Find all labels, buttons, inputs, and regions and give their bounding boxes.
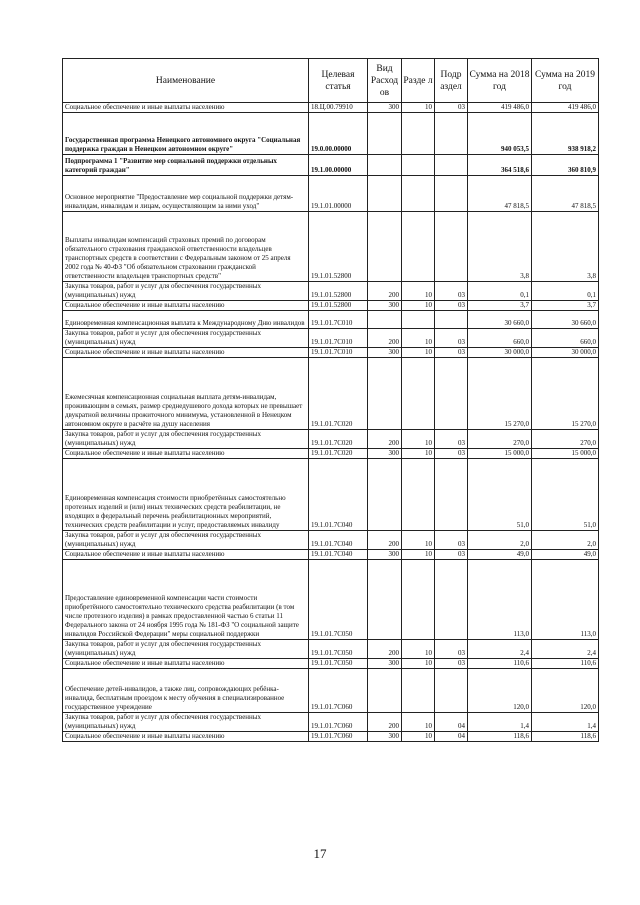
row-sum-2019-cell: 419 486,0 xyxy=(532,103,599,113)
row-razdel-cell xyxy=(402,176,435,212)
table-row xyxy=(63,659,599,669)
row-sum-2018-cell: 15 270,0 xyxy=(468,358,532,430)
row-sum-2019-cell: 30 660,0 xyxy=(532,311,599,329)
row-sum-2019-cell: 938 918,2 xyxy=(532,113,599,155)
row-vid-cell: 300 xyxy=(368,301,402,311)
row-name-cell: Выплаты инвалидам компенсаций страховых премий по договорам обязательного страхования гражданской ответственности владельцев транспортных средств в соответствии с Федеральным законом от 25 апреля 2002 года № 40-ФЗ "Об обязательном страховании гражданской ответственности владельцев транспортных средств" xyxy=(63,212,309,282)
row-name-cell: Социальное обеспечение и иные выплаты населению xyxy=(63,659,309,669)
header-name: Наименование xyxy=(63,59,309,103)
row-podrazdel-cell: 03 xyxy=(435,301,468,311)
row-razdel-cell: 10 xyxy=(402,301,435,311)
table-row xyxy=(63,155,599,176)
row-vid-cell xyxy=(368,311,402,329)
row-sum-2019-cell: 49,0 xyxy=(532,550,599,560)
row-code-cell: 19.1.01.00000 xyxy=(309,176,368,212)
row-sum-2018-cell: 15 000,0 xyxy=(468,449,532,459)
page-number: 17 xyxy=(313,846,327,861)
row-razdel-cell: 10 xyxy=(402,329,435,348)
row-sum-2018-cell: 0,1 xyxy=(468,282,532,301)
row-sum-2019-cell: 360 810,9 xyxy=(532,155,599,176)
row-sum-2019-cell: 270,0 xyxy=(532,430,599,449)
row-name-cell: Предоставление единовременной компенсации части стоимости приобретённого самостоятельно технического средства реабилитации (в том числе протезного изделия) в рамках предоставленной частью 6 статьи 11 Федерального закона от 24 ноября 1995 года № 181-ФЗ "О социальной защите инвалидов Российской Федерации" меры социальной поддержки xyxy=(63,560,309,640)
row-vid-cell: 200 xyxy=(368,329,402,348)
row-name-cell: Закупка товаров, работ и услуг для обеспечения государственных (муниципальных) нужд xyxy=(63,329,309,348)
row-code-cell: 19.1.01.7С020 xyxy=(309,430,368,449)
row-razdel-cell: 10 xyxy=(402,282,435,301)
row-razdel-cell xyxy=(402,358,435,430)
row-vid-cell: 200 xyxy=(368,430,402,449)
row-code-cell: 19.1.01.7С050 xyxy=(309,659,368,669)
row-sum-2018-cell: 49,0 xyxy=(468,550,532,560)
row-name-cell: Основное мероприятие "Предоставление мер социальной поддержки детям-инвалидам, инвалидам и лицам, осуществляющим за ними уход" xyxy=(63,176,309,212)
row-sum-2019-cell: 15 000,0 xyxy=(532,449,599,459)
row-razdel-cell: 10 xyxy=(402,348,435,358)
row-code-cell: 19.1.01.52800 xyxy=(309,301,368,311)
table-body xyxy=(63,103,599,742)
row-vid-cell xyxy=(368,560,402,640)
row-sum-2018-cell: 660,0 xyxy=(468,329,532,348)
row-sum-2019-cell: 2,0 xyxy=(532,531,599,550)
row-razdel-cell xyxy=(402,113,435,155)
row-code-cell: 19.1.01.7С020 xyxy=(309,449,368,459)
table-row xyxy=(63,430,599,449)
header-code: Целевая статья xyxy=(309,59,368,103)
row-vid-cell xyxy=(368,459,402,531)
header-vid: Вид Расход ов xyxy=(368,59,402,103)
header-razdel: Разде л xyxy=(402,59,435,103)
row-sum-2019-cell: 47 818,5 xyxy=(532,176,599,212)
row-razdel-cell xyxy=(402,155,435,176)
table-row xyxy=(63,550,599,560)
row-podrazdel-cell: 03 xyxy=(435,531,468,550)
row-podrazdel-cell xyxy=(435,311,468,329)
table-row xyxy=(63,449,599,459)
row-sum-2019-cell: 15 270,0 xyxy=(532,358,599,430)
table-row xyxy=(63,669,599,713)
row-sum-2019-cell: 120,0 xyxy=(532,669,599,713)
row-podrazdel-cell: 04 xyxy=(435,732,468,742)
row-sum-2018-cell: 2,4 xyxy=(468,640,532,659)
row-code-cell: 19.1.01.7С040 xyxy=(309,459,368,531)
row-name-cell: Социальное обеспечение и иные выплаты населению xyxy=(63,550,309,560)
header-sum-2019: Сумма на 2019 год xyxy=(532,59,599,103)
row-sum-2018-cell: 113,0 xyxy=(468,560,532,640)
row-code-cell: 19.1.01.7С020 xyxy=(309,358,368,430)
row-sum-2018-cell: 118,6 xyxy=(468,732,532,742)
row-podrazdel-cell xyxy=(435,212,468,282)
row-razdel-cell: 10 xyxy=(402,550,435,560)
row-podrazdel-cell xyxy=(435,113,468,155)
row-sum-2018-cell: 2,0 xyxy=(468,531,532,550)
row-code-cell: 19.1.01.7С040 xyxy=(309,550,368,560)
row-podrazdel-cell: 03 xyxy=(435,348,468,358)
row-sum-2018-cell: 30 660,0 xyxy=(468,311,532,329)
table-row xyxy=(63,113,599,155)
table-header-row xyxy=(63,59,599,103)
row-sum-2018-cell: 270,0 xyxy=(468,430,532,449)
row-podrazdel-cell xyxy=(435,155,468,176)
row-razdel-cell xyxy=(402,459,435,531)
row-name-cell: Государственная программа Ненецкого автономного округа "Социальная поддержка граждан в Ненецком автономном округе" xyxy=(63,113,309,155)
row-name-cell: Социальное обеспечение и иные выплаты населению xyxy=(63,301,309,311)
table-row xyxy=(63,311,599,329)
row-sum-2019-cell: 3,7 xyxy=(532,301,599,311)
row-sum-2019-cell: 118,6 xyxy=(532,732,599,742)
row-code-cell: 19.0.00.00000 xyxy=(309,113,368,155)
row-name-cell: Закупка товаров, работ и услуг для обеспечения государственных (муниципальных) нужд xyxy=(63,430,309,449)
row-vid-cell: 200 xyxy=(368,282,402,301)
row-sum-2018-cell: 30 000,0 xyxy=(468,348,532,358)
row-sum-2018-cell: 364 518,6 xyxy=(468,155,532,176)
row-sum-2018-cell: 940 053,5 xyxy=(468,113,532,155)
row-vid-cell: 200 xyxy=(368,713,402,732)
row-name-cell: Ежемесячная компенсационная социальная выплата детям-инвалидам, проживающим в семьях, размер среднедушевого дохода которых не превышает двукратной величины прожиточного минимума, установленной в Ненецком автономном округе в расчёте на душу населения xyxy=(63,358,309,430)
row-code-cell: 19.1.01.7С060 xyxy=(309,669,368,713)
row-podrazdel-cell xyxy=(435,560,468,640)
row-vid-cell: 200 xyxy=(368,531,402,550)
row-razdel-cell: 10 xyxy=(402,659,435,669)
row-vid-cell: 300 xyxy=(368,449,402,459)
row-sum-2019-cell: 51,0 xyxy=(532,459,599,531)
row-vid-cell: 300 xyxy=(368,732,402,742)
row-razdel-cell xyxy=(402,212,435,282)
table-row xyxy=(63,713,599,732)
row-vid-cell: 300 xyxy=(368,550,402,560)
row-podrazdel-cell: 03 xyxy=(435,449,468,459)
row-podrazdel-cell xyxy=(435,669,468,713)
row-sum-2018-cell: 3,7 xyxy=(468,301,532,311)
row-name-cell: Социальное обеспечение и иные выплаты населению xyxy=(63,449,309,459)
row-code-cell: 19.1.01.7С040 xyxy=(309,531,368,550)
row-code-cell: 19.1.01.7С010 xyxy=(309,348,368,358)
row-razdel-cell: 10 xyxy=(402,449,435,459)
row-name-cell: Социальное обеспечение и иные выплаты населению xyxy=(63,348,309,358)
row-vid-cell xyxy=(368,669,402,713)
row-podrazdel-cell: 03 xyxy=(435,640,468,659)
row-razdel-cell: 10 xyxy=(402,430,435,449)
row-name-cell: Подпрограмма 1 "Развитие мер социальной поддержки отдельных категорий граждан" xyxy=(63,155,309,176)
row-vid-cell: 300 xyxy=(368,348,402,358)
row-vid-cell: 200 xyxy=(368,640,402,659)
row-podrazdel-cell: 04 xyxy=(435,713,468,732)
table-row xyxy=(63,301,599,311)
row-name-cell: Социальное обеспечение и иные выплаты населению xyxy=(63,103,309,113)
table-row xyxy=(63,531,599,550)
row-name-cell: Обеспечение детей-инвалидов, а также лиц, сопровождающих ребёнка-инвалида, бесплатным проездом к месту обучения в специализированное государственное учреждение xyxy=(63,669,309,713)
row-vid-cell xyxy=(368,212,402,282)
row-sum-2019-cell: 3,8 xyxy=(532,212,599,282)
row-name-cell: Закупка товаров, работ и услуг для обеспечения государственных (муниципальных) нужд xyxy=(63,531,309,550)
row-sum-2019-cell: 113,0 xyxy=(532,560,599,640)
budget-table xyxy=(62,58,599,742)
row-podrazdel-cell xyxy=(435,176,468,212)
row-name-cell: Единовременная компенсация стоимости приобретённых самостоятельно протезных изделий и (или) иных технических средств реабилитации, не входящих в федеральный перечень реабилитационных мероприятий, технических средств реабилитации и услуг, предоставляемых инвалиду xyxy=(63,459,309,531)
row-podrazdel-cell xyxy=(435,459,468,531)
row-sum-2018-cell: 110,6 xyxy=(468,659,532,669)
row-vid-cell: 300 xyxy=(368,103,402,113)
row-code-cell: 19.1.00.00000 xyxy=(309,155,368,176)
row-sum-2018-cell: 47 818,5 xyxy=(468,176,532,212)
row-sum-2019-cell: 2,4 xyxy=(532,640,599,659)
row-sum-2019-cell: 110,6 xyxy=(532,659,599,669)
row-razdel-cell xyxy=(402,311,435,329)
table-row xyxy=(63,176,599,212)
row-razdel-cell: 10 xyxy=(402,713,435,732)
row-code-cell: 19.1.01.52800 xyxy=(309,282,368,301)
row-vid-cell xyxy=(368,155,402,176)
row-code-cell: 18.Ц.00.79910 xyxy=(309,103,368,113)
row-name-cell: Социальное обеспечение и иные выплаты населению xyxy=(63,732,309,742)
row-name-cell: Закупка товаров, работ и услуг для обеспечения государственных (муниципальных) нужд xyxy=(63,640,309,659)
row-podrazdel-cell: 03 xyxy=(435,659,468,669)
table-row xyxy=(63,732,599,742)
row-podrazdel-cell: 03 xyxy=(435,103,468,113)
row-razdel-cell: 10 xyxy=(402,640,435,659)
row-vid-cell: 300 xyxy=(368,659,402,669)
row-razdel-cell: 10 xyxy=(402,103,435,113)
row-vid-cell xyxy=(368,358,402,430)
row-code-cell: 19.1.01.7С050 xyxy=(309,560,368,640)
row-vid-cell xyxy=(368,176,402,212)
row-sum-2019-cell: 30 000,0 xyxy=(532,348,599,358)
row-code-cell: 19.1.01.7С010 xyxy=(309,329,368,348)
row-razdel-cell xyxy=(402,560,435,640)
table-row xyxy=(63,640,599,659)
row-sum-2018-cell: 419 486,0 xyxy=(468,103,532,113)
row-sum-2018-cell: 120,0 xyxy=(468,669,532,713)
row-vid-cell xyxy=(368,113,402,155)
row-name-cell: Закупка товаров, работ и услуг для обеспечения государственных (муниципальных) нужд xyxy=(63,282,309,301)
row-sum-2019-cell: 660,0 xyxy=(532,329,599,348)
header-podrazdel: Подр аздел xyxy=(435,59,468,103)
row-code-cell: 19.1.01.52800 xyxy=(309,212,368,282)
table-row xyxy=(63,358,599,430)
row-code-cell: 19.1.01.7С050 xyxy=(309,640,368,659)
row-podrazdel-cell: 03 xyxy=(435,550,468,560)
table-row xyxy=(63,459,599,531)
row-name-cell: Единовременная компенсационная выплата к Международному Дню инвалидов xyxy=(63,311,309,329)
row-sum-2018-cell: 3,8 xyxy=(468,212,532,282)
row-podrazdel-cell: 03 xyxy=(435,329,468,348)
row-sum-2018-cell: 51,0 xyxy=(468,459,532,531)
row-podrazdel-cell: 03 xyxy=(435,430,468,449)
table-row xyxy=(63,212,599,282)
row-code-cell: 19.1.01.7С060 xyxy=(309,732,368,742)
row-razdel-cell xyxy=(402,669,435,713)
row-name-cell: Закупка товаров, работ и услуг для обеспечения государственных (муниципальных) нужд xyxy=(63,713,309,732)
row-razdel-cell: 10 xyxy=(402,531,435,550)
table-row xyxy=(63,560,599,640)
row-razdel-cell: 10 xyxy=(402,732,435,742)
table-row xyxy=(63,348,599,358)
table-row xyxy=(63,103,599,113)
row-sum-2018-cell: 1,4 xyxy=(468,713,532,732)
table-row xyxy=(63,282,599,301)
row-code-cell: 19.1.01.7С010 xyxy=(309,311,368,329)
row-podrazdel-cell xyxy=(435,358,468,430)
row-sum-2019-cell: 0,1 xyxy=(532,282,599,301)
table-row xyxy=(63,329,599,348)
row-sum-2019-cell: 1,4 xyxy=(532,713,599,732)
row-podrazdel-cell: 03 xyxy=(435,282,468,301)
header-sum-2018: Сумма на 2018 год xyxy=(468,59,532,103)
row-code-cell: 19.1.01.7С060 xyxy=(309,713,368,732)
